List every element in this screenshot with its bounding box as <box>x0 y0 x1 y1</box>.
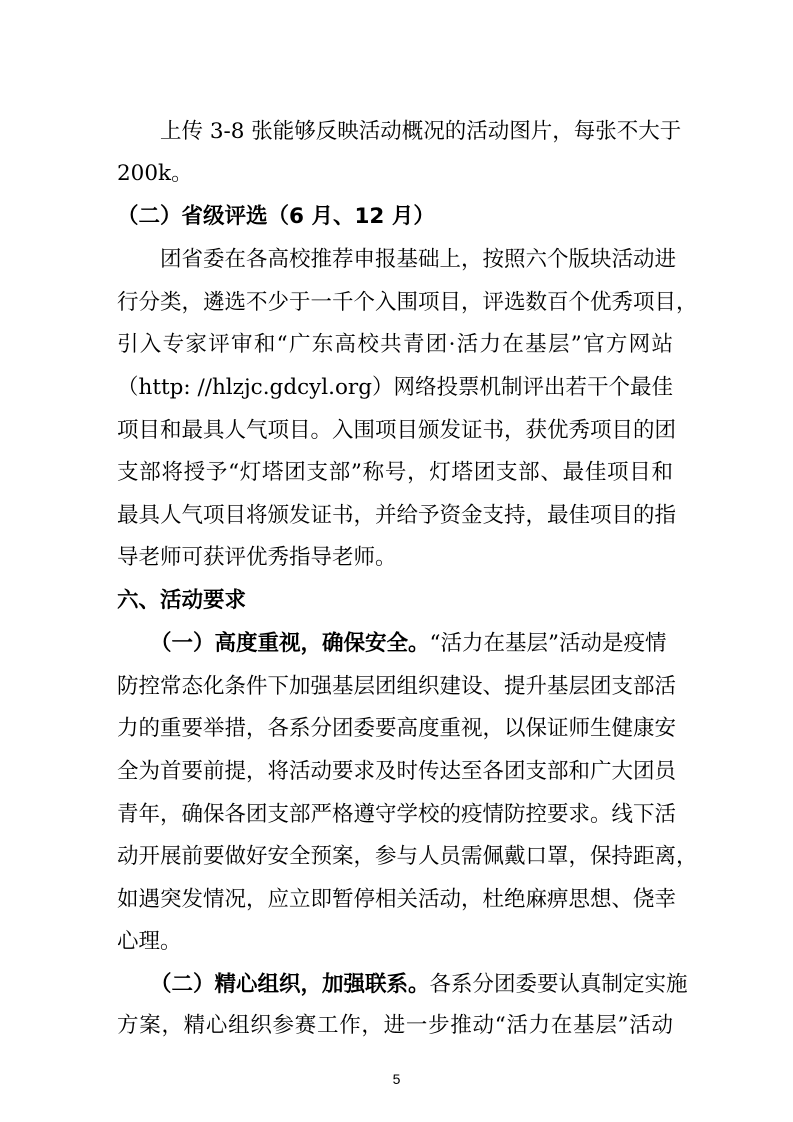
text-line: 如遇突发情况，应立即暂停相关活动，杜绝麻痹思想、侥幸 <box>117 887 677 912</box>
text-line: 支部将授予“灯塔团支部”称号，灯塔团支部、最佳项目和 <box>117 460 673 485</box>
text-line: 防控常态化条件下加强基层团组织建设、提升基层团支部活 <box>117 674 677 699</box>
text-line: 导老师可获评优秀指导老师。 <box>117 545 397 570</box>
page-number: 5 <box>392 1071 401 1087</box>
paragraph-text: “活力在基层”活动是疫情 <box>429 631 667 656</box>
text-line: 力的重要举措，各系分团委要高度重视，以保证师生健康安 <box>117 716 677 741</box>
section-heading: 六、活动要求 <box>117 588 247 613</box>
text-line: 引入专家评审和“广东高校共青团·活力在基层”官方网站 <box>117 332 673 357</box>
text-line: 团省委在各高校推荐申报基础上，按照六个版块活动进 <box>160 247 677 272</box>
text-line: 200k。 <box>117 161 193 186</box>
paragraph-lead: （一）高度重视，确保安全。 <box>150 631 430 656</box>
paragraph-lead: （二）精心组织，加强联系。 <box>150 972 430 997</box>
text-line: 青年，确保各团支部严格遵守学校的疫情防控要求。线下活 <box>117 802 677 827</box>
text-line: 行分类，遴选不少于一千个入围项目，评选数百个优秀项目， <box>117 290 698 315</box>
text-line: 心理。 <box>117 929 182 954</box>
text-line: 动开展前要做好安全预案，参与人员需佩戴口罩，保持距离， <box>117 844 698 869</box>
text-line: 方案，精心组织参赛工作，进一步推动“活力在基层”活动 <box>117 1013 673 1038</box>
paragraph-first-line <box>150 971 688 999</box>
paragraph-first-line <box>150 630 673 658</box>
paragraph-text: 各系分团委要认真制定实施 <box>429 972 688 997</box>
text-line: 项目和最具人气项目。入围项目颁发证书，获优秀项目的团 <box>117 418 677 443</box>
text-line: （http: //hlzjc.gdcyl.org）网络投票机制评出若干个最佳 <box>117 375 673 400</box>
text-line: 全为首要前提，将活动要求及时传达至各团支部和广大团员 <box>117 759 677 784</box>
section-heading: （二）省级评选（6 月、12 月） <box>117 204 435 229</box>
text-line: 最具人气项目将颁发证书，并给予资金支持，最佳项目的指 <box>117 503 677 528</box>
text-line: 上传 3-8 张能够反映活动概况的活动图片，每张不大于 <box>160 119 682 144</box>
